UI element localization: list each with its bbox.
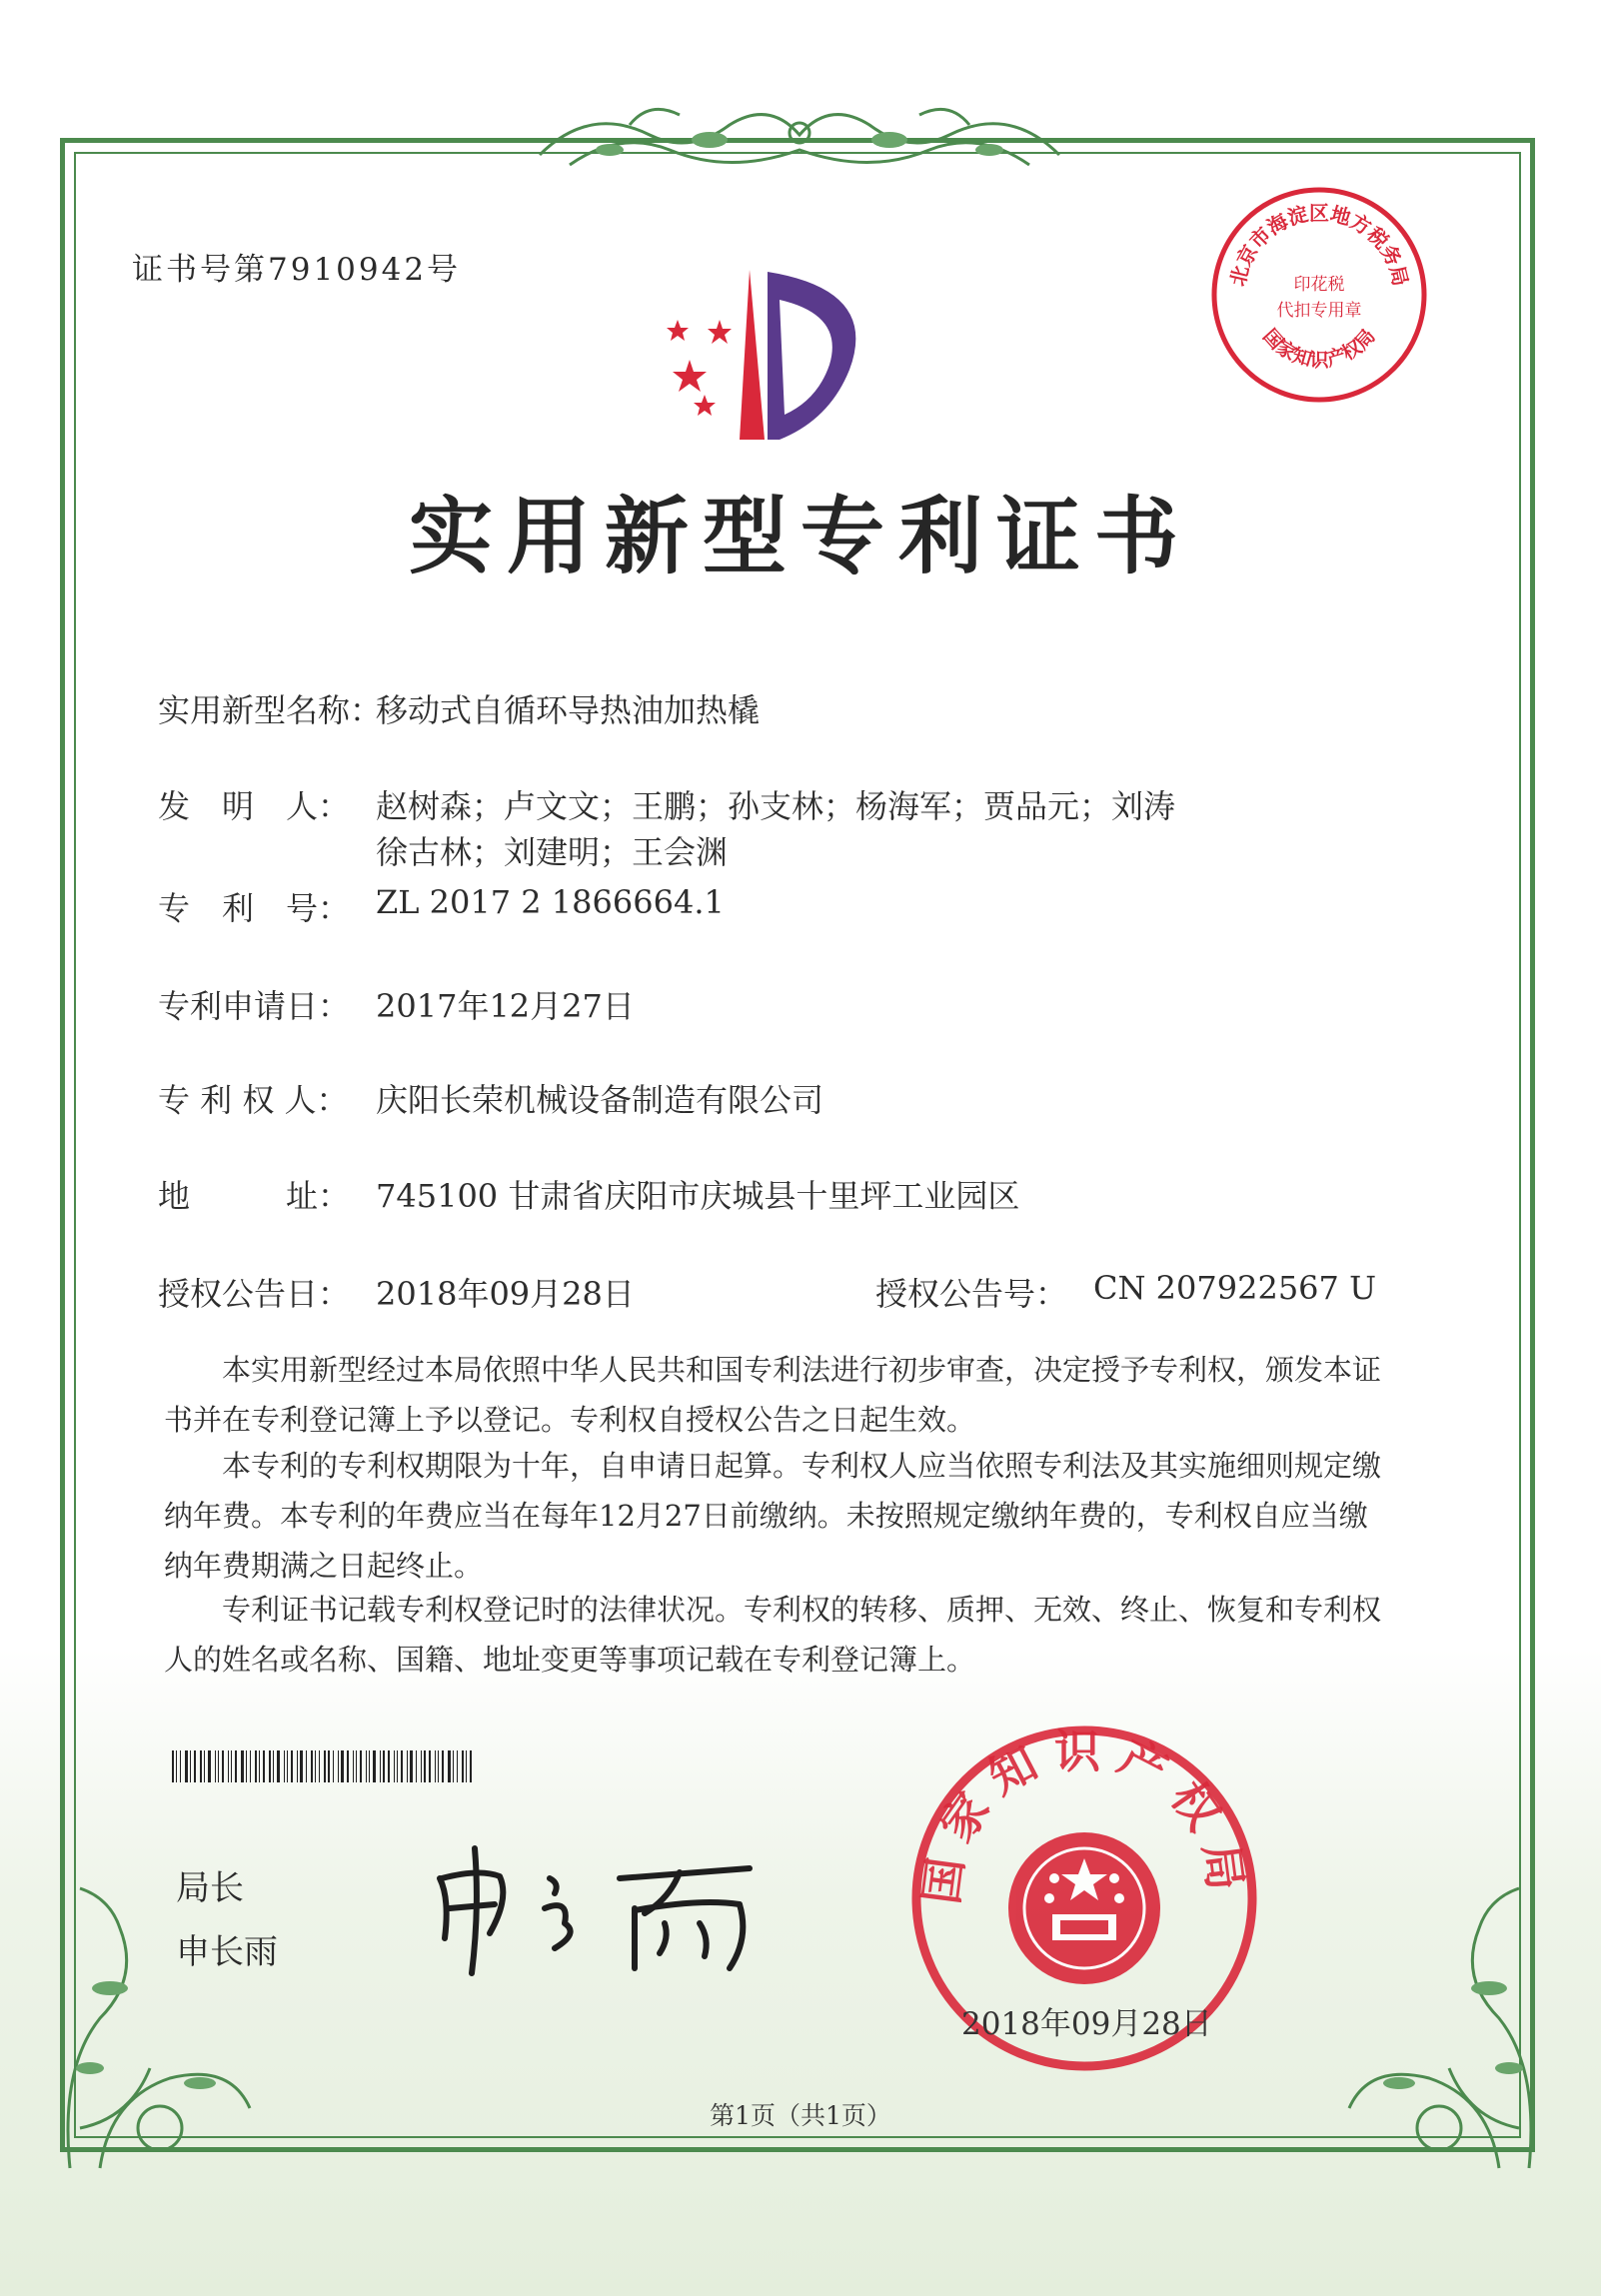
barcode-bar	[394, 1750, 395, 1782]
address-label: 地 址：	[158, 1177, 351, 1215]
barcode-bar	[438, 1750, 439, 1782]
barcode-bar	[284, 1750, 285, 1782]
paragraph-2	[164, 1441, 1383, 1591]
barcode-bar	[269, 1750, 271, 1782]
barcode-bar	[306, 1750, 307, 1782]
office-seal-ring-text: 国家知识产权局	[913, 1723, 1255, 1907]
barcode-bar	[397, 1750, 398, 1782]
tax-stamp-ring-text: 北京市海淀区地方税务局	[1225, 201, 1413, 289]
paragraph-1-text: 本实用新型经过本局依照中华人民共和国专利法进行初步审查，决定授予专利权，颁发本证书并在专利登记簿上予以登记。专利权自授权公告之日起生效。	[164, 1353, 1382, 1437]
barcode-bar	[388, 1750, 390, 1782]
barcode-bar	[442, 1750, 444, 1782]
barcode-bar	[259, 1750, 260, 1782]
grant-date-value: 2018年09月28日	[376, 1275, 635, 1313]
barcode-bar	[369, 1750, 370, 1782]
patent-number-value: ZL 2017 2 1866664.1	[376, 883, 725, 921]
barcode-bar	[255, 1750, 257, 1782]
barcode-bar	[328, 1750, 330, 1782]
barcode-bar	[453, 1750, 454, 1782]
barcode-bar	[215, 1750, 216, 1782]
grant-date-label: 授权公告日：	[158, 1275, 351, 1313]
barcode-bar	[366, 1750, 367, 1782]
inventor-value-line1: 赵树森；卢文文；王鹏；孙支林；杨海军；贾品元；刘涛	[376, 787, 1176, 825]
barcode-bar	[448, 1750, 451, 1782]
patent-number-label: 专 利 号：	[158, 889, 351, 927]
barcode-bar	[287, 1750, 288, 1782]
tax-stamp-center-line1: 印花税	[1293, 275, 1345, 295]
top-ornament	[530, 95, 1069, 185]
barcode-bar	[218, 1750, 219, 1782]
tax-stamp-center-line2: 代扣专用章	[1276, 301, 1362, 321]
barcode-bar	[457, 1750, 458, 1782]
barcode-bar	[416, 1750, 417, 1782]
barcode-bar	[360, 1750, 362, 1782]
barcode-bar	[273, 1750, 274, 1782]
barcode-bar	[435, 1750, 436, 1782]
barcode-bar	[380, 1750, 381, 1782]
barcode-bar	[424, 1750, 426, 1782]
barcode-bar	[470, 1750, 472, 1782]
barcode-bar	[324, 1750, 326, 1782]
page-indicator: 第1页（共1页）	[710, 2101, 891, 2130]
barcode-bar	[462, 1750, 464, 1782]
certificate-number: 证书号第7910942号	[132, 252, 462, 288]
tax-stamp-bottom-text: 国家知识产权局	[1258, 325, 1380, 372]
tax-stamp-seal	[1204, 180, 1434, 410]
barcode-bar	[204, 1750, 205, 1782]
address-value: 745100 甘肃省庆阳市庆城县十里坪工业园区	[376, 1177, 1020, 1215]
barcode-bar	[185, 1750, 188, 1782]
barcode-bar	[383, 1750, 385, 1782]
barcode-bar	[347, 1750, 349, 1782]
barcode-bar	[319, 1750, 320, 1782]
barcode-bar	[407, 1750, 408, 1782]
application-date-label: 专利申请日：	[158, 987, 351, 1025]
paragraph-3	[164, 1585, 1383, 1685]
sipo-logo-icon	[640, 250, 899, 450]
grant-number-value: CN 207922567 U	[1093, 1269, 1377, 1307]
barcode-bar	[421, 1750, 422, 1782]
barcode-bar	[401, 1750, 403, 1782]
barcode-bar	[194, 1750, 196, 1782]
barcode-bar	[410, 1750, 413, 1782]
barcode-bar	[291, 1750, 293, 1782]
barcode-bar	[333, 1750, 334, 1782]
inventor-value-line2: 徐古林；刘建明；王会渊	[376, 833, 729, 871]
handwritten-signature	[420, 1838, 780, 1978]
signatory-name: 申长雨	[176, 1932, 278, 1972]
paragraph-3-text: 专利证书记载专利权登记时的法律状况。专利权的转移、质押、无效、终止、恢复和专利权人的姓名或名称、国籍、地址变更等事项记载在专利登记簿上。	[164, 1593, 1382, 1677]
national-emblem-icon	[1008, 1832, 1160, 1984]
barcode-bar	[297, 1750, 298, 1782]
barcode-bar	[190, 1750, 191, 1782]
barcode-bar	[222, 1750, 224, 1782]
barcode-bar	[235, 1750, 237, 1782]
barcode-bar	[356, 1750, 357, 1782]
application-date-value: 2017年12月27日	[376, 987, 635, 1025]
barcode-bar	[200, 1750, 202, 1782]
barcode-bar	[250, 1750, 251, 1782]
barcode-bar	[176, 1750, 177, 1782]
barcode-bar	[208, 1750, 211, 1782]
barcode-bar	[429, 1750, 431, 1782]
barcode-bar	[228, 1750, 229, 1782]
seal-date: 2018年09月28日	[961, 2006, 1212, 2042]
barcode-bar	[231, 1750, 232, 1782]
grant-number-label: 授权公告号：	[875, 1275, 1068, 1313]
barcode-bar	[315, 1750, 316, 1782]
barcode-bar	[180, 1750, 181, 1782]
barcode-bar	[300, 1750, 303, 1782]
barcode-bar	[353, 1750, 354, 1782]
signatory-title: 局长	[176, 1868, 244, 1908]
certificate-title: 实用新型专利证书	[408, 487, 1192, 585]
paragraph-1	[164, 1345, 1383, 1445]
barcode-bar	[172, 1750, 174, 1782]
barcode-bar	[338, 1750, 339, 1782]
barcode-bar	[246, 1750, 247, 1782]
barcode	[172, 1750, 476, 1782]
inner-border	[74, 152, 1521, 2138]
patentee-value: 庆阳长荣机械设备制造有限公司	[376, 1081, 824, 1119]
model-name-value: 移动式自循环导热油加热橇	[376, 691, 761, 729]
barcode-bar	[373, 1750, 376, 1782]
barcode-bar	[263, 1750, 265, 1782]
barcode-bar	[466, 1750, 467, 1782]
barcode-bar	[311, 1750, 313, 1782]
barcode-bar	[277, 1750, 280, 1782]
barcode-bar	[341, 1750, 344, 1782]
patentee-label: 专 利 权 人：	[158, 1081, 349, 1119]
paragraph-2-text: 本专利的专利权期限为十年，自申请日起算。专利权人应当依照专利法及其实施细则规定缴纳年费。本专利的年费应当在每年12月27日前缴纳。未按照规定缴纳年费的，专利权自应当缴纳年费期满之日起终止。	[164, 1449, 1382, 1583]
barcode-bar	[241, 1750, 244, 1782]
inventor-label: 发 明 人：	[158, 787, 351, 825]
model-name-label: 实用新型名称：	[158, 691, 383, 729]
